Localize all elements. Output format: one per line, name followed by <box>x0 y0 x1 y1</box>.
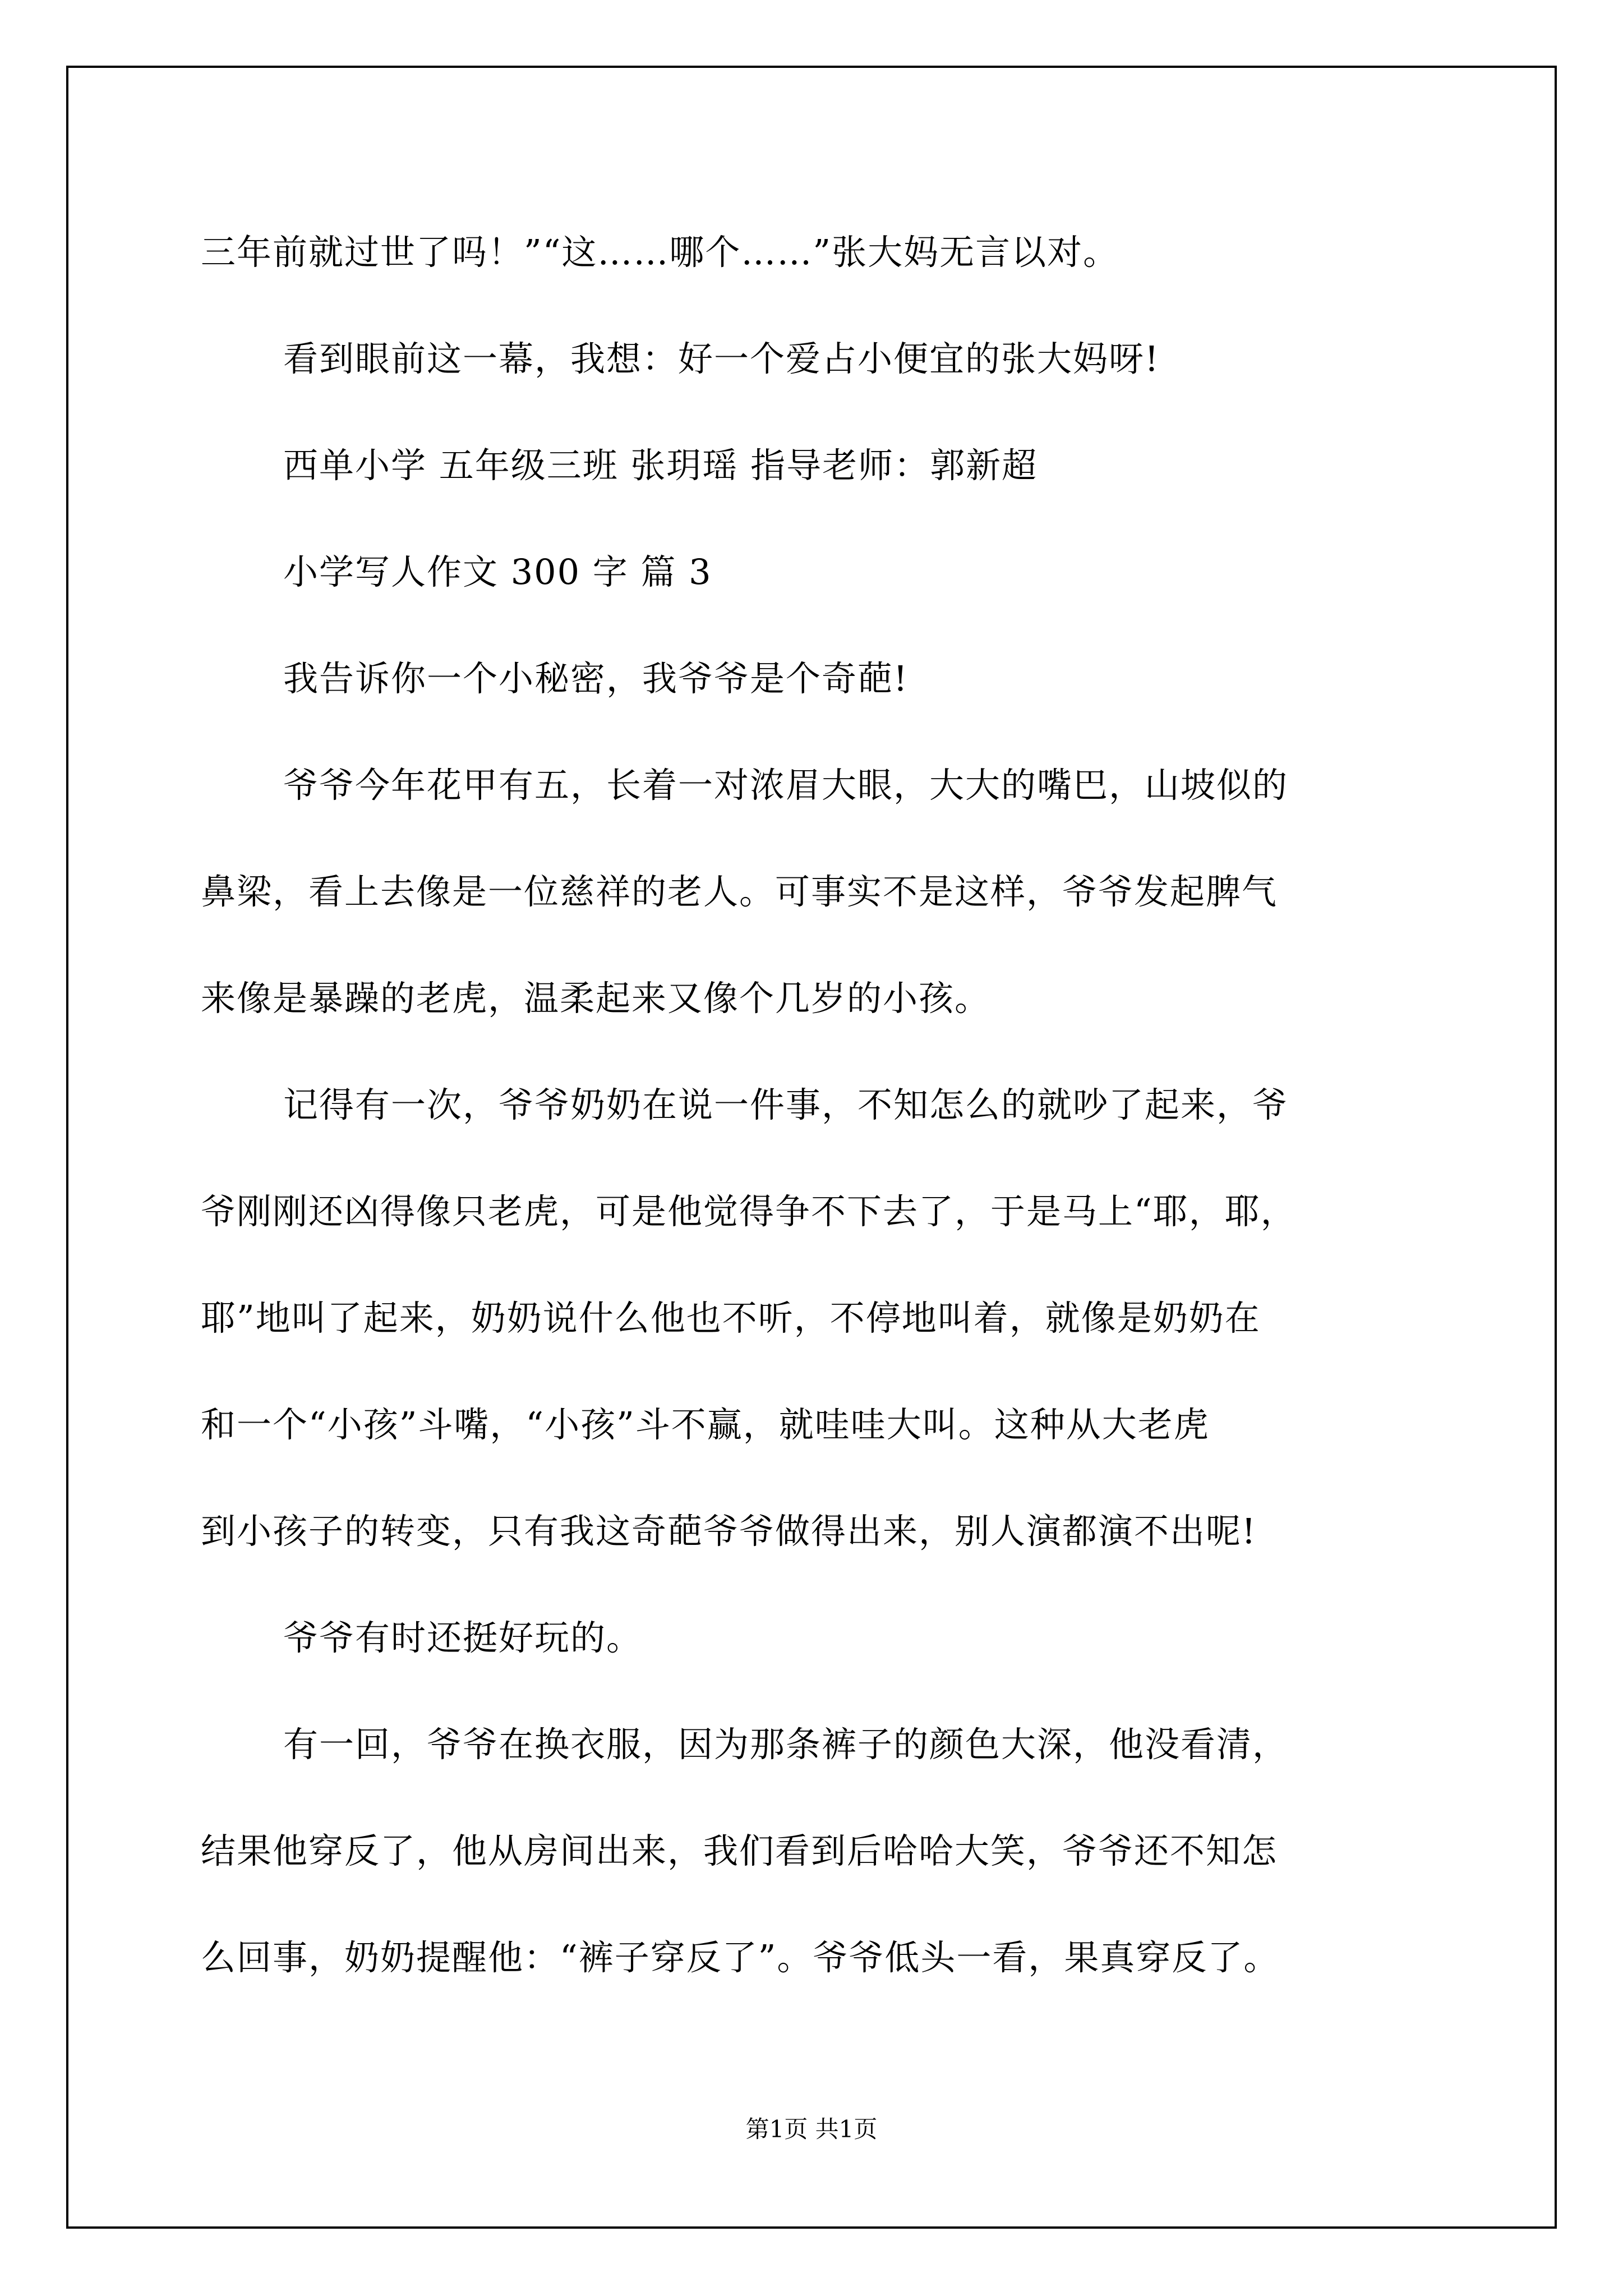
paragraph-line: 爷爷今年花甲有五，长着一对浓眉大眼，大大的嘴巴，山坡似的 <box>283 765 1289 806</box>
paragraph-line: 西单小学 五年级三班 张玥瑶 指导老师：郭新超 <box>283 445 1038 486</box>
page-footer: 第1页 共1页 <box>745 2115 878 2143</box>
paragraph-line: 么回事，奶奶提醒他：“裤子穿反了”。爷爷低头一看，果真穿反了。 <box>201 1937 1280 1978</box>
paragraph-line: 耶”地叫了起来，奶奶说什么他也不听，不停地叫着，就像是奶奶在 <box>201 1297 1261 1338</box>
section-heading: 小学写人作文 300 字 篇 3 <box>283 551 712 592</box>
paragraph-line: 结果他穿反了，他从房间出来，我们看到后哈哈大笑，爷爷还不知怎 <box>201 1830 1278 1871</box>
paragraph-line: 有一回，爷爷在换衣服，因为那条裤子的颜色大深，他没看清， <box>283 1724 1289 1765</box>
paragraph-line: 和一个“小孩”斗嘴，“小孩”斗不赢，就哇哇大叫。这种从大老虎 <box>201 1404 1210 1445</box>
paragraph-line: 来像是暴躁的老虎，温柔起来又像个几岁的小孩。 <box>201 978 991 1019</box>
paragraph-line: 爷爷有时还挺好玩的。 <box>283 1617 643 1658</box>
paragraph-line: 三年前就过世了吗！”“这……哪个……”张大妈无言以对。 <box>201 232 1119 273</box>
paragraph-line: 我告诉你一个小秘密，我爷爷是个奇葩! <box>283 658 909 699</box>
paragraph-line: 看到眼前这一幕，我想：好一个爱占小便宜的张大妈呀! <box>283 338 1160 379</box>
paragraph-line: 记得有一次，爷爷奶奶在说一件事，不知怎么的就吵了起来，爷 <box>283 1084 1289 1125</box>
paragraph-line: 鼻梁，看上去像是一位慈祥的老人。可事实不是这样，爷爷发起脾气 <box>201 871 1278 912</box>
paragraph-line: 爷刚刚还凶得像只老虎，可是他觉得争不下去了，于是马上“耶，耶， <box>201 1191 1297 1232</box>
paragraph-line: 到小孩子的转变，只有我这奇葩爷爷做得出来，别人演都演不出呢! <box>201 1511 1257 1552</box>
